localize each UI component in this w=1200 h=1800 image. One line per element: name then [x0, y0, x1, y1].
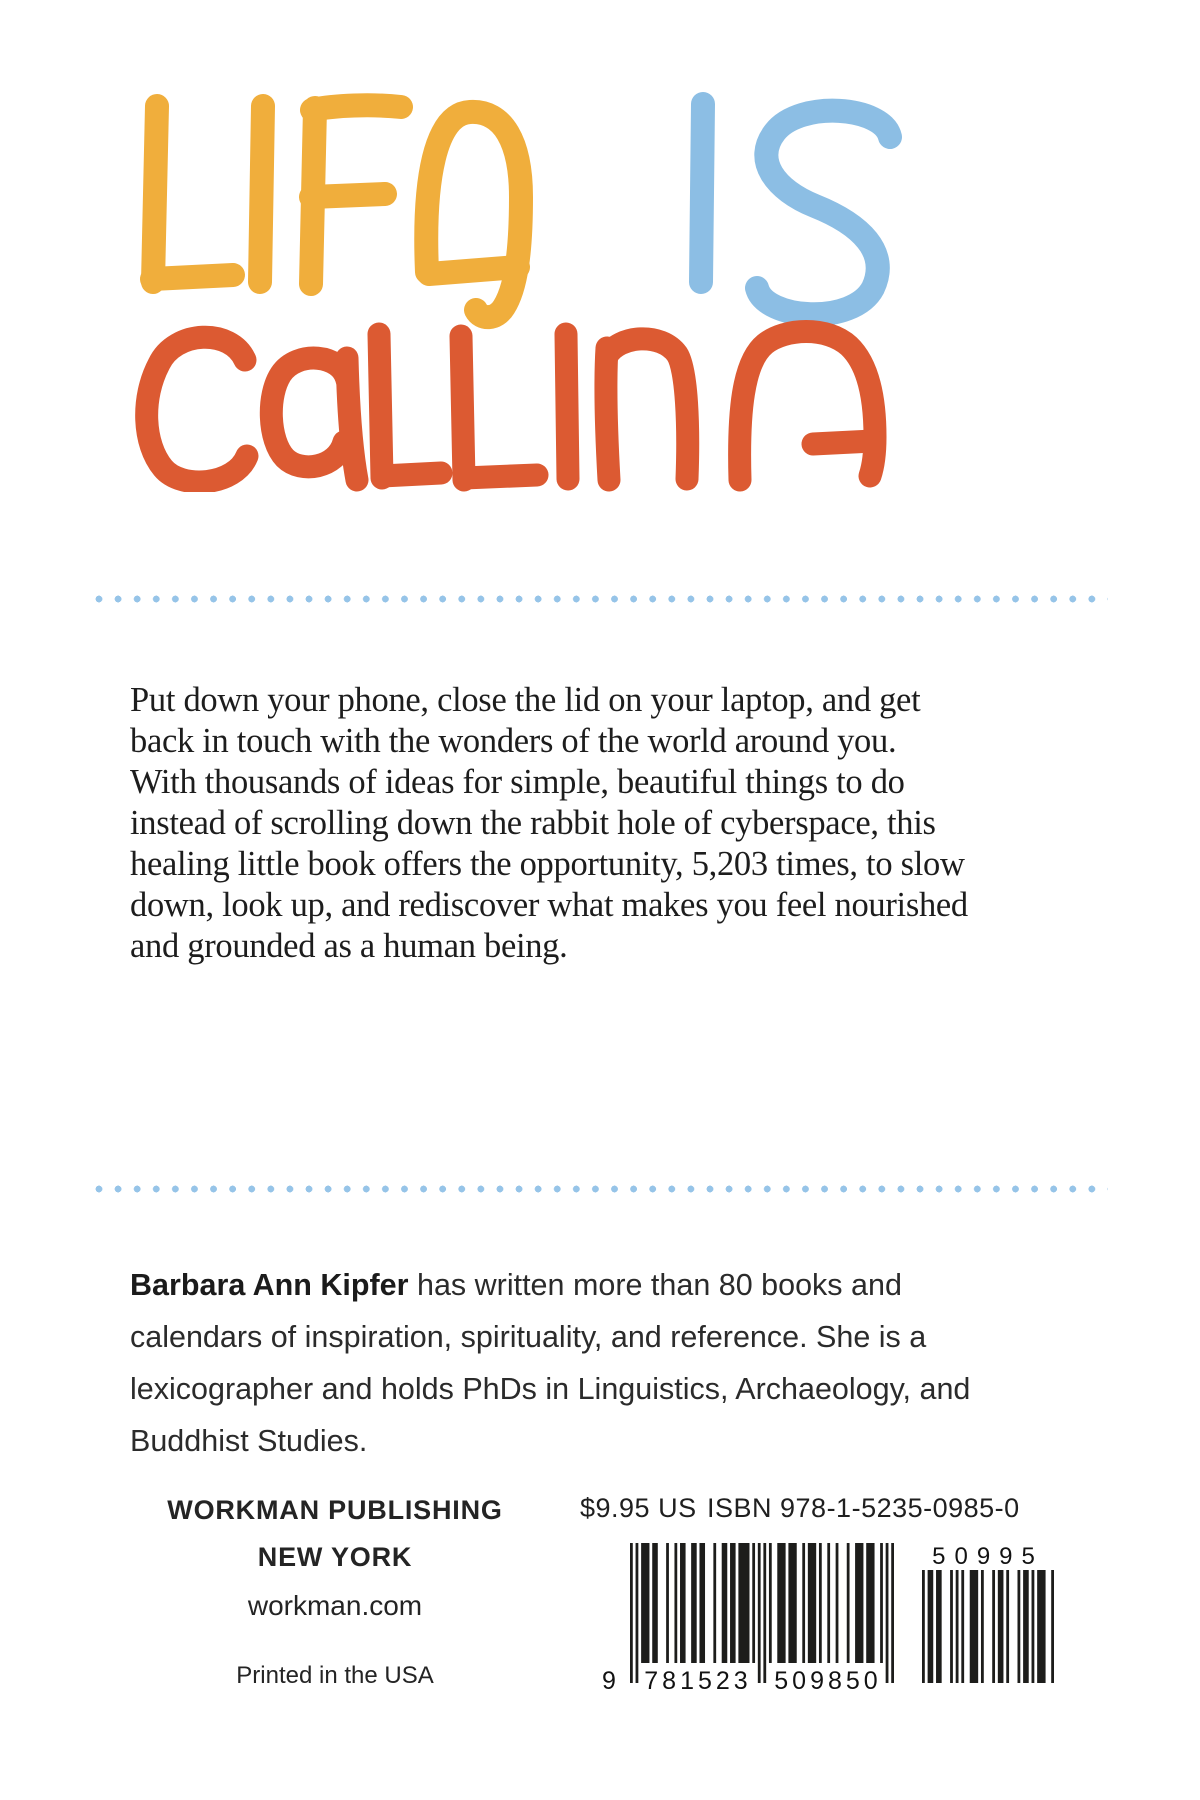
- price-label: $9.95 US: [580, 1493, 697, 1523]
- barcode-supplement-digits: 50995: [932, 1543, 1044, 1570]
- barcode-digits-group1: 781523: [644, 1667, 752, 1695]
- isbn-barcode: [600, 1543, 1070, 1708]
- printed-in-note: Printed in the USA: [236, 1662, 434, 1689]
- back-cover-description: Put down your phone, close the lid on your laptop, and get back in touch with the wonders of the world around you. With thousands of ideas for simple, beautiful things to do instead of scrolling down the rabbit hole of cyberspace, this healing little book offers the opportunity, 5,203 times, to slow down, look up, and rediscover what makes you feel nourished and grounded as a human being.: [130, 680, 968, 965]
- barcode-digits-group2: 509850: [774, 1667, 882, 1695]
- dotted-divider-bottom: [95, 1185, 1108, 1193]
- dotted-divider-top: [95, 595, 1108, 603]
- publisher-city: NEW YORK: [257, 1542, 413, 1572]
- title-word-life: [152, 105, 521, 317]
- barcode-main-bars: [630, 1543, 894, 1683]
- title-line1-text: [0, 0, 1, 1]
- author-name: Barbara Ann Kipfer: [130, 1267, 409, 1302]
- author-bio-text: has written more than 80 books and calendars of inspiration, spirituality, and reference. She is a lexicographer and holds PhDs in Linguistics, Archaeology, and Buddhist Studies.: [130, 1267, 971, 1458]
- publisher-website: workman.com: [247, 1590, 423, 1621]
- publisher-name: WORKMAN PUBLISHING: [167, 1495, 503, 1525]
- author-bio: [130, 1259, 988, 1467]
- title-lettering: [135, 92, 915, 492]
- barcode-lead-digit: 9: [602, 1667, 616, 1695]
- title-line2-text: [0, 0, 1, 1]
- title-word-is: [701, 104, 890, 314]
- title-word-calling: [147, 332, 875, 482]
- barcode-supplement-bars: [922, 1570, 1054, 1683]
- isbn-label: ISBN 978-1-5235-0985-0: [707, 1493, 1020, 1523]
